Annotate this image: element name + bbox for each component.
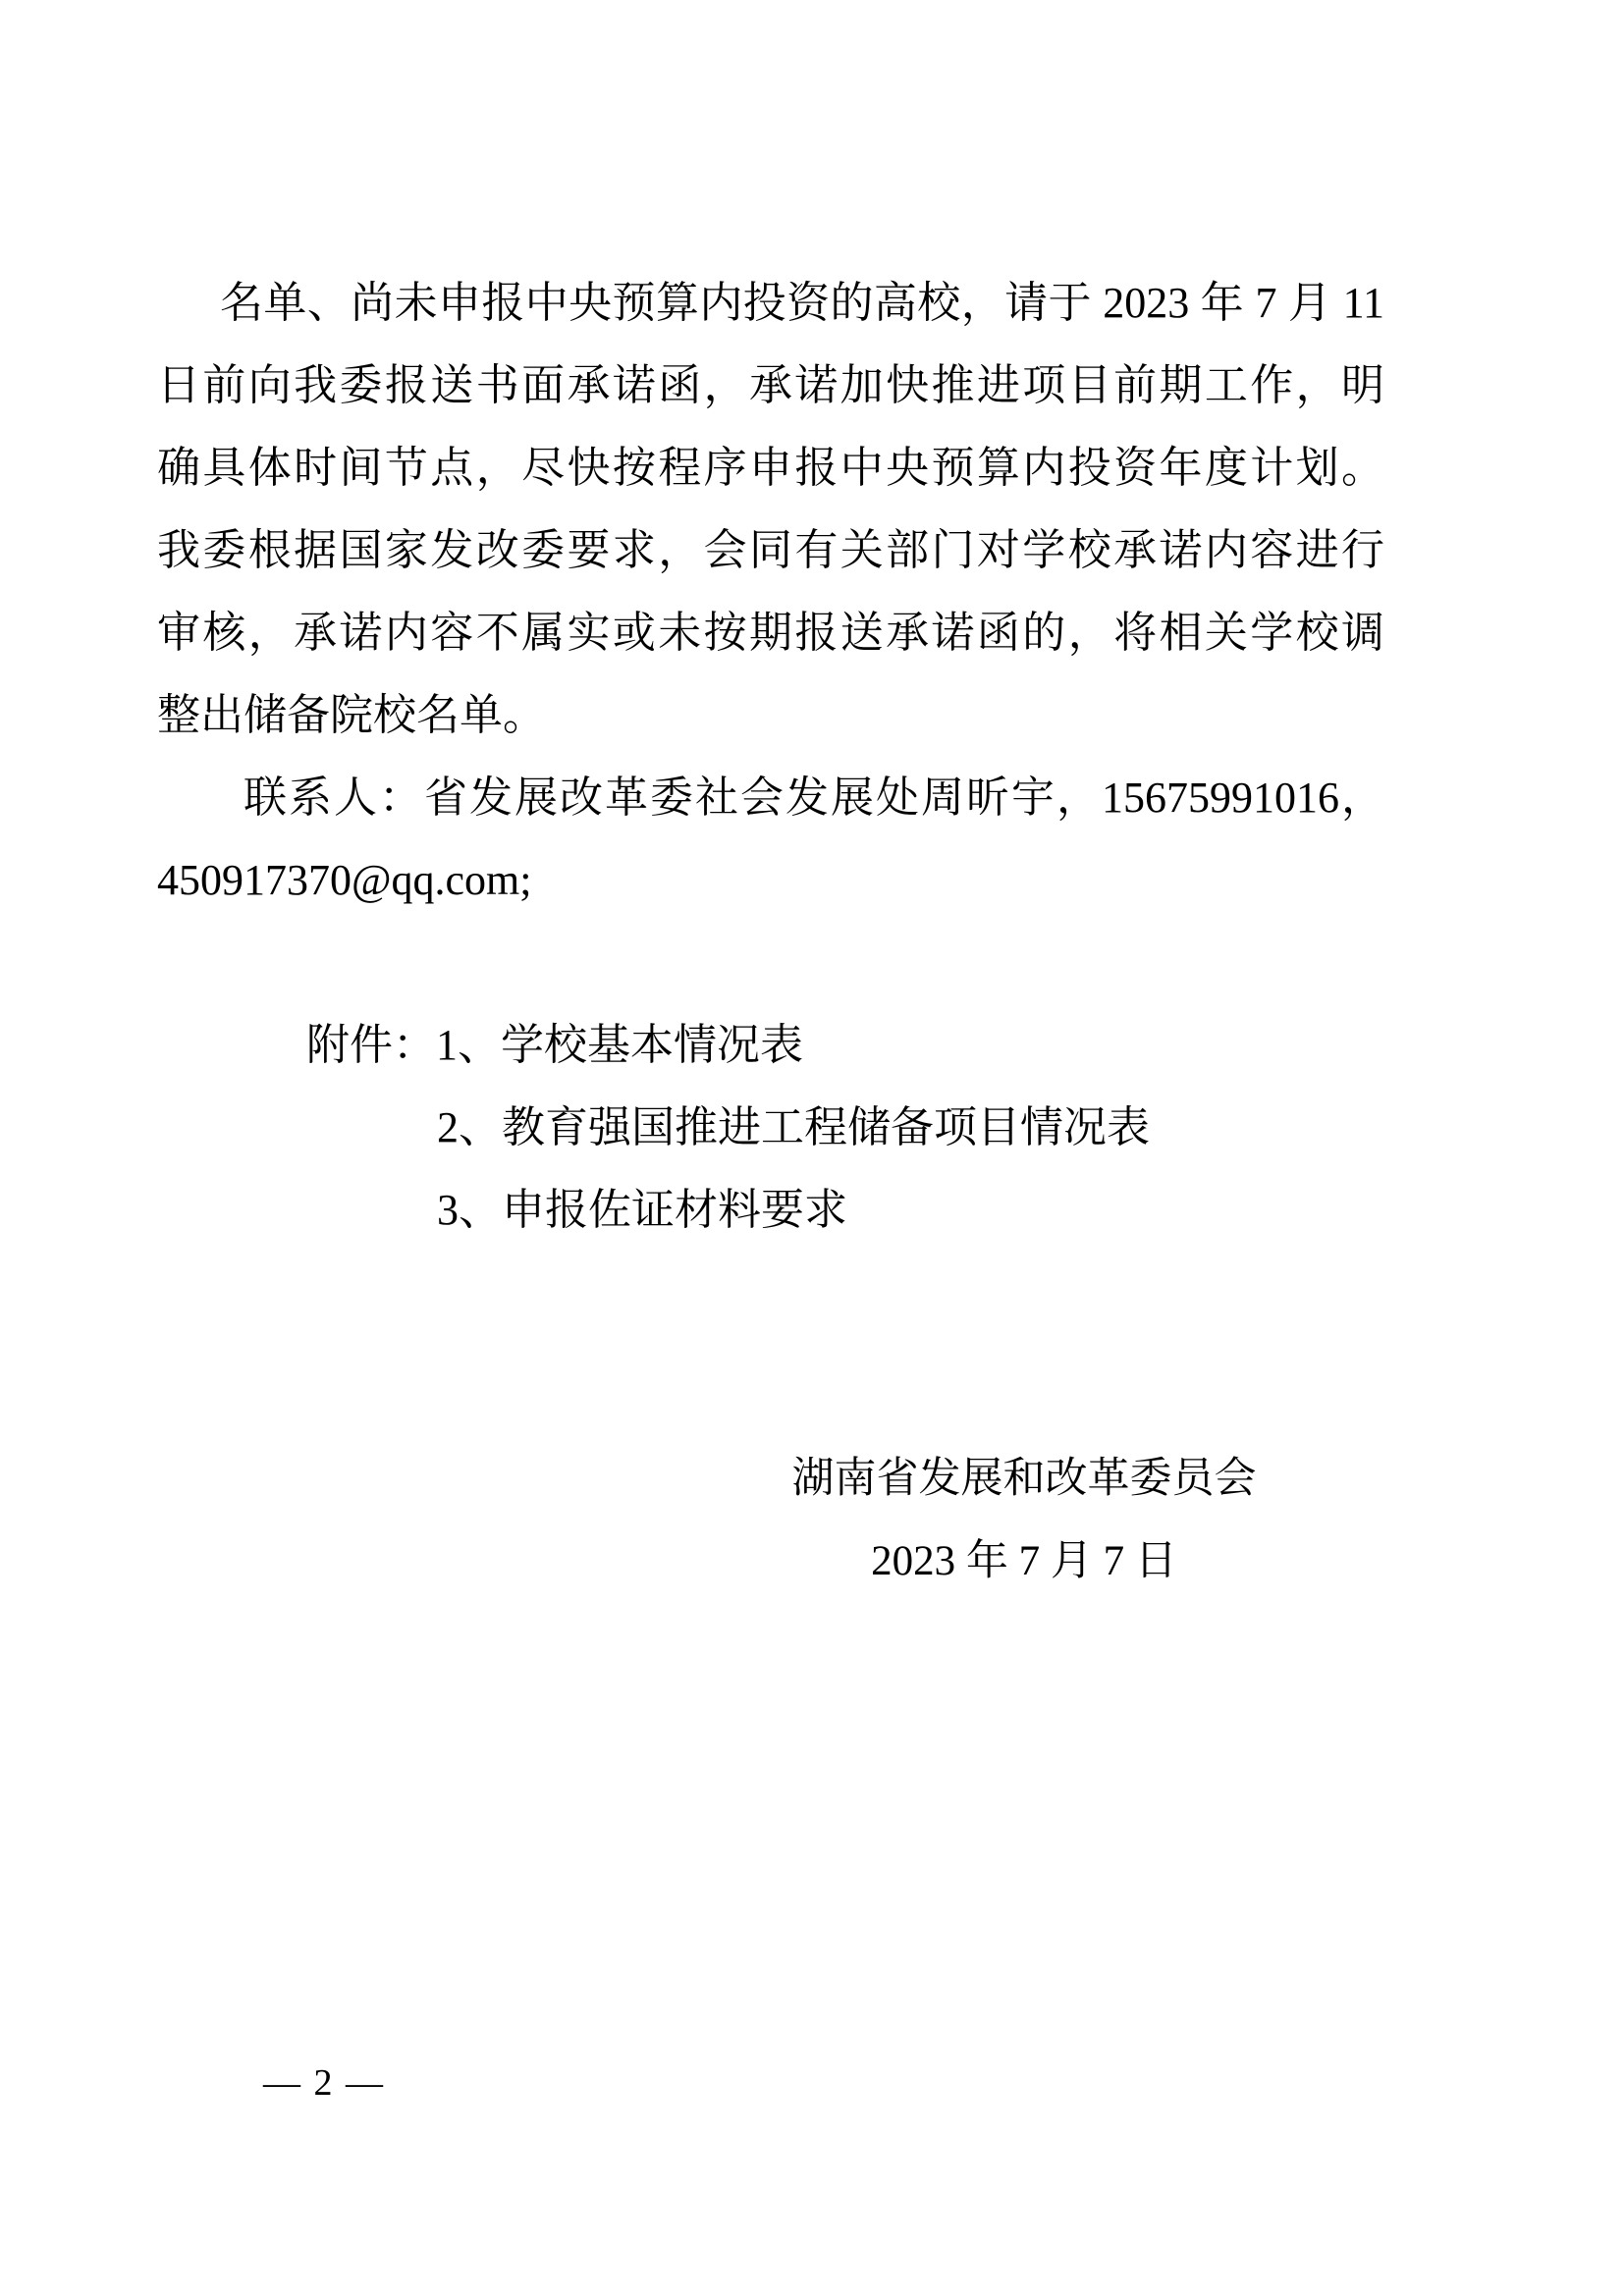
attachment-item-2: 2、教育强国推进工程储备项目情况表 (437, 1103, 1150, 1151)
attachment-item-3: 3、申报佐证材料要求 (437, 1186, 847, 1234)
attachments-label: 附件： (306, 1021, 436, 1069)
signature-block (769, 1438, 1279, 1603)
body-line-4: 我委根据国家发改委要求，会同有关部门对学校承诺内容进行 (157, 526, 1384, 574)
attachment-item-1: 1、学校基本情况表 (436, 1021, 803, 1069)
contact-email-line: 450917370@qq.com; (157, 856, 532, 904)
body-line-6: 整出储备院校名单。 (157, 691, 546, 739)
body-line-1: 名单、尚未申报中央预算内投资的高校，请于 2023 年 7 月 11 (220, 279, 1384, 327)
body-line-3: 确具体时间节点，尽快按程序申报中央预算内投资年度计划。 (157, 444, 1384, 492)
signature-org: 湖南省发展和改革委员会 (791, 1456, 1257, 1502)
attachments-line-1 (157, 1004, 1384, 1087)
body-line-5: 审核，承诺内容不属实或未按期报送承诺函的，将相关学校调 (157, 609, 1384, 657)
blank-line (157, 922, 1384, 1004)
document-body (157, 262, 1384, 1252)
signature-date: 2023 年 7 月 7 日 (871, 1538, 1177, 1584)
page-number: — 2 — (263, 2062, 385, 2104)
contact-line: 联系人：省发展改革委社会发展处周昕宇，15675991016， (244, 774, 1384, 822)
body-line-2: 日前向我委报送书面承诺函，承诺加快推进项目前期工作，明 (157, 361, 1384, 409)
